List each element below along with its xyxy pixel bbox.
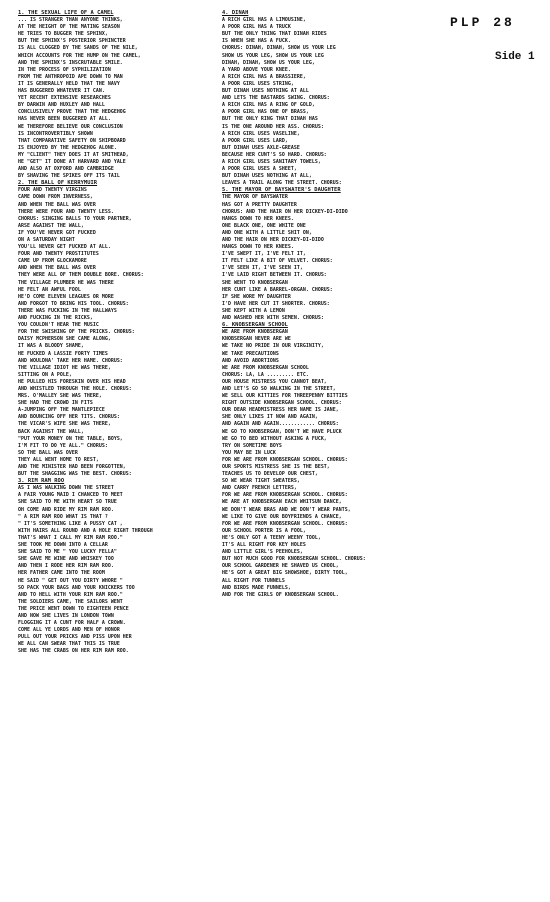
- text-line: SHE HAS THE CRABS ON HER RIM RAM ROO.: [18, 648, 129, 655]
- left-text-column: [18, 10, 218, 656]
- text-line: A POOR GIRL USES A SHEET,: [222, 166, 297, 173]
- text-line: HE'S GOT A GREAT BIG SHOWSHOE, DIRTY TOOL,: [222, 570, 348, 577]
- song-title: 6. KNOBSERGAN SCHOOL: [222, 322, 288, 329]
- text-line: AND FUCKING IN THE RICKS,: [18, 315, 93, 322]
- text-line: SITTING ON A POLE,: [18, 371, 72, 378]
- text-line: AND WHEN THE BALL WAS OVER: [18, 201, 96, 208]
- text-line: AND WOULDNA' TAKE HER HAME. CHORUS:: [18, 357, 123, 364]
- text-line: LEAVES A TRAIL ALONG THE STREET. CHORUS:: [222, 180, 342, 187]
- text-line: MY "CLIENT" THEY DOES IT AT SMITHEAD,: [18, 151, 129, 158]
- text-line: DAISY MCPHERSON SHE CAME ALONG,: [18, 336, 111, 343]
- text-line: BUT NOT MUCH GOOD FOR KNOBSERGAN SCHOOL. CHORUS:: [222, 556, 366, 563]
- text-line: THE VILLAGE PLUMBER HE WAS THERE: [18, 279, 114, 286]
- text-line: THE SOLDIERS CAME, THE SAILORS WENT: [18, 598, 123, 605]
- text-line: YOU MAY BE IN LUCK: [222, 449, 276, 456]
- document-code: PLP 28: [450, 15, 515, 30]
- text-line: BACK AGAINST THE WALL,: [18, 428, 84, 435]
- text-line: SHOW US YOUR LEG, SHOW US YOUR LEG: [222, 52, 324, 59]
- text-line: AND LETS THE BASTARDS SWING. CHORUS:: [222, 95, 330, 102]
- text-line: TRY ON SOMETIME BOYS: [222, 442, 282, 449]
- text-line: OUR SCHOOL PORTER IS A FOOL,: [222, 527, 306, 534]
- text-line: CAME DOWN FROM INVERNESS,: [18, 194, 93, 201]
- text-line: AS I WAS WALKING DOWN THE STREET: [18, 485, 114, 492]
- text-line: THE MAYOR OF BAYSWATER: [222, 194, 288, 201]
- text-line: AND THE HAIR ON HER DICKEY-DI-DIDO: [222, 237, 324, 243]
- text-line: BUT THE ONLY RING THAT DINAH HAS: [222, 116, 318, 123]
- text-line: AND AGAIN AND AGAIN............ CHORUS:: [222, 421, 339, 428]
- text-line: CHORUS: AND THE HAIR ON HER DICKEY-DI-DIDO: [222, 208, 348, 215]
- text-line: AND THE SPHINX'S INSCRUTABLE SMILE.: [18, 59, 123, 66]
- text-line: PULL OUT YOUR PRICKS AND PISS UPON HER: [18, 634, 132, 641]
- text-line: A YARD ABOVE YOUR KNEE.: [222, 66, 291, 73]
- text-line: IS WHEN SHE HAS A FUCK.: [222, 38, 291, 45]
- text-line: HE "GET" IT DONE AT HARVARD AND YALE: [18, 158, 126, 165]
- text-line: THE PRICE WENT DOWN TO EIGHTEEN PENCE: [18, 605, 129, 612]
- text-line: AND AVOID ABORTIONS: [222, 357, 279, 364]
- text-line: WE ARE FROM KNOBSERGAN: [222, 329, 288, 336]
- text-line: AND CARRY FRENCH LETTERS,: [222, 485, 297, 492]
- text-line: CHORUS: SINGING BALLS TO YOUR PARTNER,: [18, 215, 132, 222]
- text-line: AT THE HEIGHT OF THE MATING SEASON: [18, 24, 120, 31]
- text-line: WE TAKE NO PRIDE IN OUR VIRGINITY,: [222, 343, 324, 350]
- text-line: IT IS GENERALLY HELD THAT THE NAVY: [18, 80, 120, 87]
- text-line: " IT'S SOMETHING LIKE A PUSSY CAT ,: [18, 520, 123, 527]
- side-label: Side 1: [495, 51, 535, 63]
- text-line: BUT DINAH USES NOTHING AT ALL: [222, 88, 309, 95]
- text-line: I'VE SWEPT IT, I'VE FELT IT,: [222, 251, 306, 258]
- text-line: HER CUNT LIKE A BARREL-ORGAN. CHORUS:: [222, 286, 333, 293]
- text-line: BECAUSE HER CUNT'S SO HARD. CHORUS:: [222, 151, 327, 158]
- text-line: SHE KEPT WITH A LEMON: [222, 307, 285, 314]
- text-line: BUT DINAH USES AXLE-GREASE: [222, 144, 300, 151]
- text-line: IT'S ALL RIGHT FOR KEY HOLES: [222, 542, 306, 549]
- text-line: OUR SCHOOL GARDENER HE SHAVED US CHOOL,: [222, 563, 339, 570]
- text-line: OUR DEAR HEADMISTRESS HER NAME IS JANE,: [222, 407, 339, 414]
- text-line: YET RECENT EXTENSIVE RESEARCHES: [18, 95, 111, 102]
- text-line: WE TAKE PRECAUTIONS: [222, 350, 279, 357]
- text-line: THEY WERE ALL OF THEM DOUBLE BORE. CHORUS:: [18, 272, 144, 279]
- text-line: I'D HAVE HER CUT IT SHORTER. CHORUS:: [222, 300, 330, 307]
- text-line: BUT THE SPHINX'S POSTERIOR SPHINCTER: [18, 38, 126, 45]
- text-line: I'M FIT TO DO YE ALL." CHORUS:: [18, 442, 108, 449]
- text-line: ARSE AGAINST THE WALL,: [18, 222, 84, 229]
- text-line: FOR WE ARE FROM KNOBSERGAN SCHOOL. CHORUS:: [222, 456, 348, 463]
- text-line: AND THEN I RODE HER RIM RAM ROO.: [18, 563, 114, 570]
- text-line: SHE TOOK ME DOWN INTO A CELLAR: [18, 542, 108, 549]
- text-line: WE GO TO BED WITHOUT ASKING A FUCK,: [222, 435, 327, 442]
- text-line: THERE WAS FUCKING IN THE HALLWAYS: [18, 307, 117, 314]
- text-line: CAME UP FROM GLOCKAMORE: [18, 258, 87, 265]
- text-line: AND LET'S GO SO WALKING IN THE STREET,: [222, 385, 336, 392]
- text-line: THAT COMPARATIVE SAFETY ON SHIPBOARD: [18, 137, 126, 144]
- text-line: A POOR GIRL HAS A TRUCK: [222, 24, 291, 31]
- text-line: AND ALSO AT OXFORD AND CAMBRIDGE: [18, 166, 114, 173]
- text-line: SHE SAID TO ME WITH HEART SO TRUE: [18, 499, 117, 506]
- song-title: 5. THE MAYOR OF BAYSWATER'S DAUGHTER: [222, 187, 341, 194]
- song-title: 2. THE BALL OF KERRYMUIR: [18, 180, 98, 187]
- song-title: 1. THE SEXUAL LIFE OF A CAMEL: [18, 10, 114, 16]
- text-line: HER FATHER CAME INTO THE ROOM: [18, 570, 105, 577]
- text-line: WE GO TO KNOBSERGAN, DON'T WE HAVE PLUCK: [222, 428, 342, 435]
- text-line: HE SAID " GET OUT YOU DIRTY WHORE ": [18, 577, 123, 584]
- text-line: AND TO HELL WITH YOUR RIM RAM ROO.": [18, 591, 123, 598]
- text-line: FOR THE SWISHING OF THE PRICKS. CHORUS:: [18, 329, 135, 336]
- text-line: FLOGGING IT A CUNT FOR HALF A CROWN.: [18, 620, 126, 627]
- text-line: HE'D COME ELEVEN LEAGUES OR MORE: [18, 293, 114, 300]
- text-line: OH COME AND RIDE MY RIM RAM ROO.: [18, 506, 114, 513]
- text-line: A POOR GIRL HAS ONE OF BRASS,: [222, 109, 309, 116]
- text-line: WITH HAIRS ALL ROUND AND A HOLE RIGHT THROUGH: [18, 527, 153, 534]
- text-line: WHICH ACCOUNTS FOR THE HUMP ON THE CAMEL,: [18, 52, 141, 59]
- text-line: A FAIR YOUNG MAID I CHANCED TO MEET: [18, 492, 123, 499]
- text-line: IF SHE WORE MY DAUGHTER: [222, 293, 291, 300]
- text-line: BY SHAVING THE SPIKES OFF ITS TAIL: [18, 173, 120, 180]
- text-line: HAS BUGGERED WHATEVER IT CAN.: [18, 88, 105, 95]
- text-line: SHE ONLY LIKES IT NOW AND AGAIN,: [222, 414, 318, 421]
- text-line: AND ONE WITH A LITTLE SHIT ON,: [222, 229, 312, 236]
- text-line: AND WHISTLED THROUGH THE HOLE. CHORUS:: [18, 385, 132, 392]
- text-line: A-JUMPING OFF THE MANTLEPIECE: [18, 407, 105, 414]
- text-line: BY DARWIN AND HUXLEY AND HALL: [18, 102, 105, 109]
- text-line: A RICH GIRL HAS A BRASSIERE,: [222, 73, 306, 80]
- text-line: HAS NEVER BEEN BUGGERED AT ALL.: [18, 116, 111, 123]
- text-line: SO THE BALL WAS OVER: [18, 449, 78, 456]
- text-line: FROM THE ANTHROPOID APE DOWN TO MAN: [18, 73, 123, 80]
- text-line: SHE WENT TO KNOBSERGAN: [222, 279, 288, 286]
- text-line: AND FORGOT TO BRING HIS TOOL. CHORUS:: [18, 300, 129, 307]
- text-line: FOR WE ARE FROM KNOBSERGAN SCHOOL. CHORUS:: [222, 492, 348, 499]
- text-line: A RICH GIRL HAS A RING OF GOLD,: [222, 102, 315, 109]
- song-title: 3. RIM RAM ROO: [18, 478, 65, 485]
- text-line: AND WASHED HER WITH SEMEN. CHORUS:: [222, 315, 324, 322]
- text-line: RIGHT OUTSIDE KNOBSERGAN SCHOOL. CHORUS:: [222, 400, 342, 407]
- right-text-column: [222, 10, 432, 599]
- text-line: YOU COULDN'T HEAR THE MUSIC: [18, 322, 99, 329]
- text-line: IF YOU'VE NEVER GOT FUCKED: [18, 229, 96, 236]
- text-line: A RICH GIRL USES SANITARY TOWELS,: [222, 158, 321, 165]
- text-line: THEY ALL WENT HOME TO REST,: [18, 456, 99, 463]
- text-line: MRS. O'MALLEY SHE WAS THERE,: [18, 393, 102, 400]
- text-line: THAT'S WHAT I CALL MY RIM RAM ROO.": [18, 534, 123, 541]
- text-line: ON A SATURDAY NIGHT: [18, 237, 75, 243]
- text-line: SHE SAID TO ME " YOU LUCKY FELLA": [18, 549, 117, 556]
- text-line: WE SELL OUR KITTIES FOR THREEPENNY BITTIES: [222, 393, 348, 400]
- text-line: IS ALL CLOGGED BY THE SANDS OF THE NILE,: [18, 45, 138, 52]
- text-line: SO WE WEAR TIGHT SWEATERS,: [222, 478, 300, 485]
- text-line: AND THE MINISTER HAD BEEN FORGOTTEN,: [18, 464, 126, 470]
- text-line: SHE HAD THE CROWD IN FITS: [18, 400, 93, 407]
- text-line: HAS GOT A PRETTY DAUGHTER: [222, 201, 297, 208]
- text-line: "PUT YOUR MONEY ON THE TABLE, BOYS,: [18, 435, 123, 442]
- text-line: IS THE ONE AROUND HER ASS. CHORUS:: [222, 123, 324, 130]
- text-line: A RICH GIRL HAS A LIMOUSINE,: [222, 17, 306, 24]
- text-line: AND BIRDS MADE FUNNELS,: [222, 584, 291, 591]
- text-line: IN THE PROCESS OF SYPHILIZATION: [18, 66, 111, 73]
- text-line: AND BOUNCING OFF HER TITS. CHORUS:: [18, 414, 120, 421]
- text-line: BUT THE SHAGGING WAS THE BEST. CHORUS:: [18, 471, 132, 478]
- text-line: IT FELT LIKE A BIT OF VELVET. CHORUS:: [222, 258, 333, 265]
- text-line: AND LITTLE GIRL'S PEEHOLES,: [222, 549, 303, 556]
- text-line: FOUR AND TWENTY PROSTITUTES: [18, 251, 99, 258]
- text-line: ONE BLACK ONE, ONE WHITE ONE: [222, 222, 306, 229]
- text-line: CHORUS: DINAH, DINAH, SHOW US YOUR LEG: [222, 45, 336, 52]
- text-line: FOUR AND TWENTY VIRGINS: [18, 187, 87, 194]
- text-line: AND WHEN THE BALL WAS OVER: [18, 265, 96, 272]
- text-line: HE PULLED HIS FORESKIN OVER HIS HEAD: [18, 378, 126, 385]
- text-line: HANGS DOWN TO HER KNEES.: [222, 215, 294, 222]
- text-line: WE ALL CAN SWEAR THAT THIS IS TRUE: [18, 641, 120, 648]
- text-line: YOU'LL NEVER GET FUCKED AT ALL.: [18, 244, 111, 251]
- text-line: BUT DINAH USES NOTHING AT ALL,: [222, 173, 312, 180]
- text-line: HE FELT AN AWFUL FOOL: [18, 286, 81, 293]
- text-line: " A RIM RAM ROO WHAT IS THAT ?: [18, 513, 108, 520]
- text-line: AND FOR THE GIRLS OF KNOBSERGAN SCHOOL.: [222, 591, 339, 598]
- text-line: A POOR GIRL USES STRING,: [222, 80, 294, 87]
- text-line: I'VE SEEN IT, I'VE SEEN IT,: [222, 265, 303, 272]
- text-line: WE THEREFORE BELIEVE OUR CONCLUSION: [18, 123, 123, 130]
- song-title: 4. DINAH: [222, 10, 249, 16]
- text-line: BUT THE ONLY THING THAT DINAH RIDES: [222, 31, 327, 38]
- text-line: THE VILLAGE IDIOT HE WAS THERE,: [18, 364, 111, 371]
- text-line: HE TRIES TO BUGGER THE SPHINX,: [18, 31, 108, 38]
- text-line: IT WAS A BLOODY SHAME,: [18, 343, 84, 350]
- text-line: ... IS STRANGER THAN ANYONE THINKS,: [18, 17, 123, 24]
- text-line: HE FUCKED A LASSIE FORTY TIMES: [18, 350, 108, 357]
- text-line: COME ALL YE LORDS AND MEN OF HONOR: [18, 627, 120, 634]
- text-line: CHORUS: LA, LA ......... ETC.: [222, 371, 309, 378]
- text-line: KNOBSERGAN NEVER ARE WE: [222, 336, 291, 343]
- text-line: HANGS DOWN TO HER KNEES.: [222, 244, 294, 251]
- text-line: WE ARE FROM KNOBSERGAN SCHOOL: [222, 364, 309, 371]
- text-line: I'VE LAID RIGHT BETWEEN IT. CHORUS:: [222, 272, 327, 279]
- text-line: AND NOW SHE LIVES IN LONDON TOWN: [18, 612, 114, 619]
- text-line: OUR HOUSE MISTRESS YOU CANNOT BEAT,: [222, 378, 327, 385]
- text-line: WE DON'T WEAR BRAS AND WE DON'T WEAR PANTS,: [222, 506, 351, 513]
- text-line: IS ENJOYED BY THE HEDGEHOG ALONE.: [18, 144, 117, 151]
- text-line: SHE GAVE ME WINE AND WHISKEY TOO: [18, 556, 114, 563]
- text-line: THE VICAR'S WIFE SHE WAS THERE,: [18, 421, 111, 428]
- text-line: THERE WERE FOUR AND TWENTY LESS.: [18, 208, 114, 215]
- text-line: A RICH GIRL USES VASELINE,: [222, 130, 300, 137]
- text-line: SO PACK YOUR BAGS AND YOUR KNICKERS TOO: [18, 584, 135, 591]
- text-line: IS INCONTROVERTIBLY SHOWN: [18, 130, 93, 137]
- text-line: WE ARE AT KNOBSERGAN EACH WHITSUN DANCE,: [222, 499, 342, 506]
- text-line: DINAH, DINAH, SHOW US YOUR LEG,: [222, 59, 315, 66]
- text-line: HE'S ONLY GOT A TEENY WEENY TOOL,: [222, 534, 321, 541]
- text-line: FOR WE ARE FROM KNOBSERGAN SCHOOL. CHORUS:: [222, 520, 348, 527]
- text-line: TEACHES US TO DEVELOP OUR CHEST,: [222, 471, 318, 478]
- text-line: WE LIKE TO GIVE OUR BOYFRIENDS A CHANCE,: [222, 513, 342, 520]
- text-line: OUR SPORTS MISTRESS SHE IS THE BEST,: [222, 464, 330, 470]
- text-line: CONCLUSIVELY PROVE THAT THE HEDGEHOG: [18, 109, 126, 116]
- text-line: ALL RIGHT FOR TUNNELS: [222, 577, 285, 584]
- text-line: A POOR GIRL USES LARD,: [222, 137, 288, 144]
